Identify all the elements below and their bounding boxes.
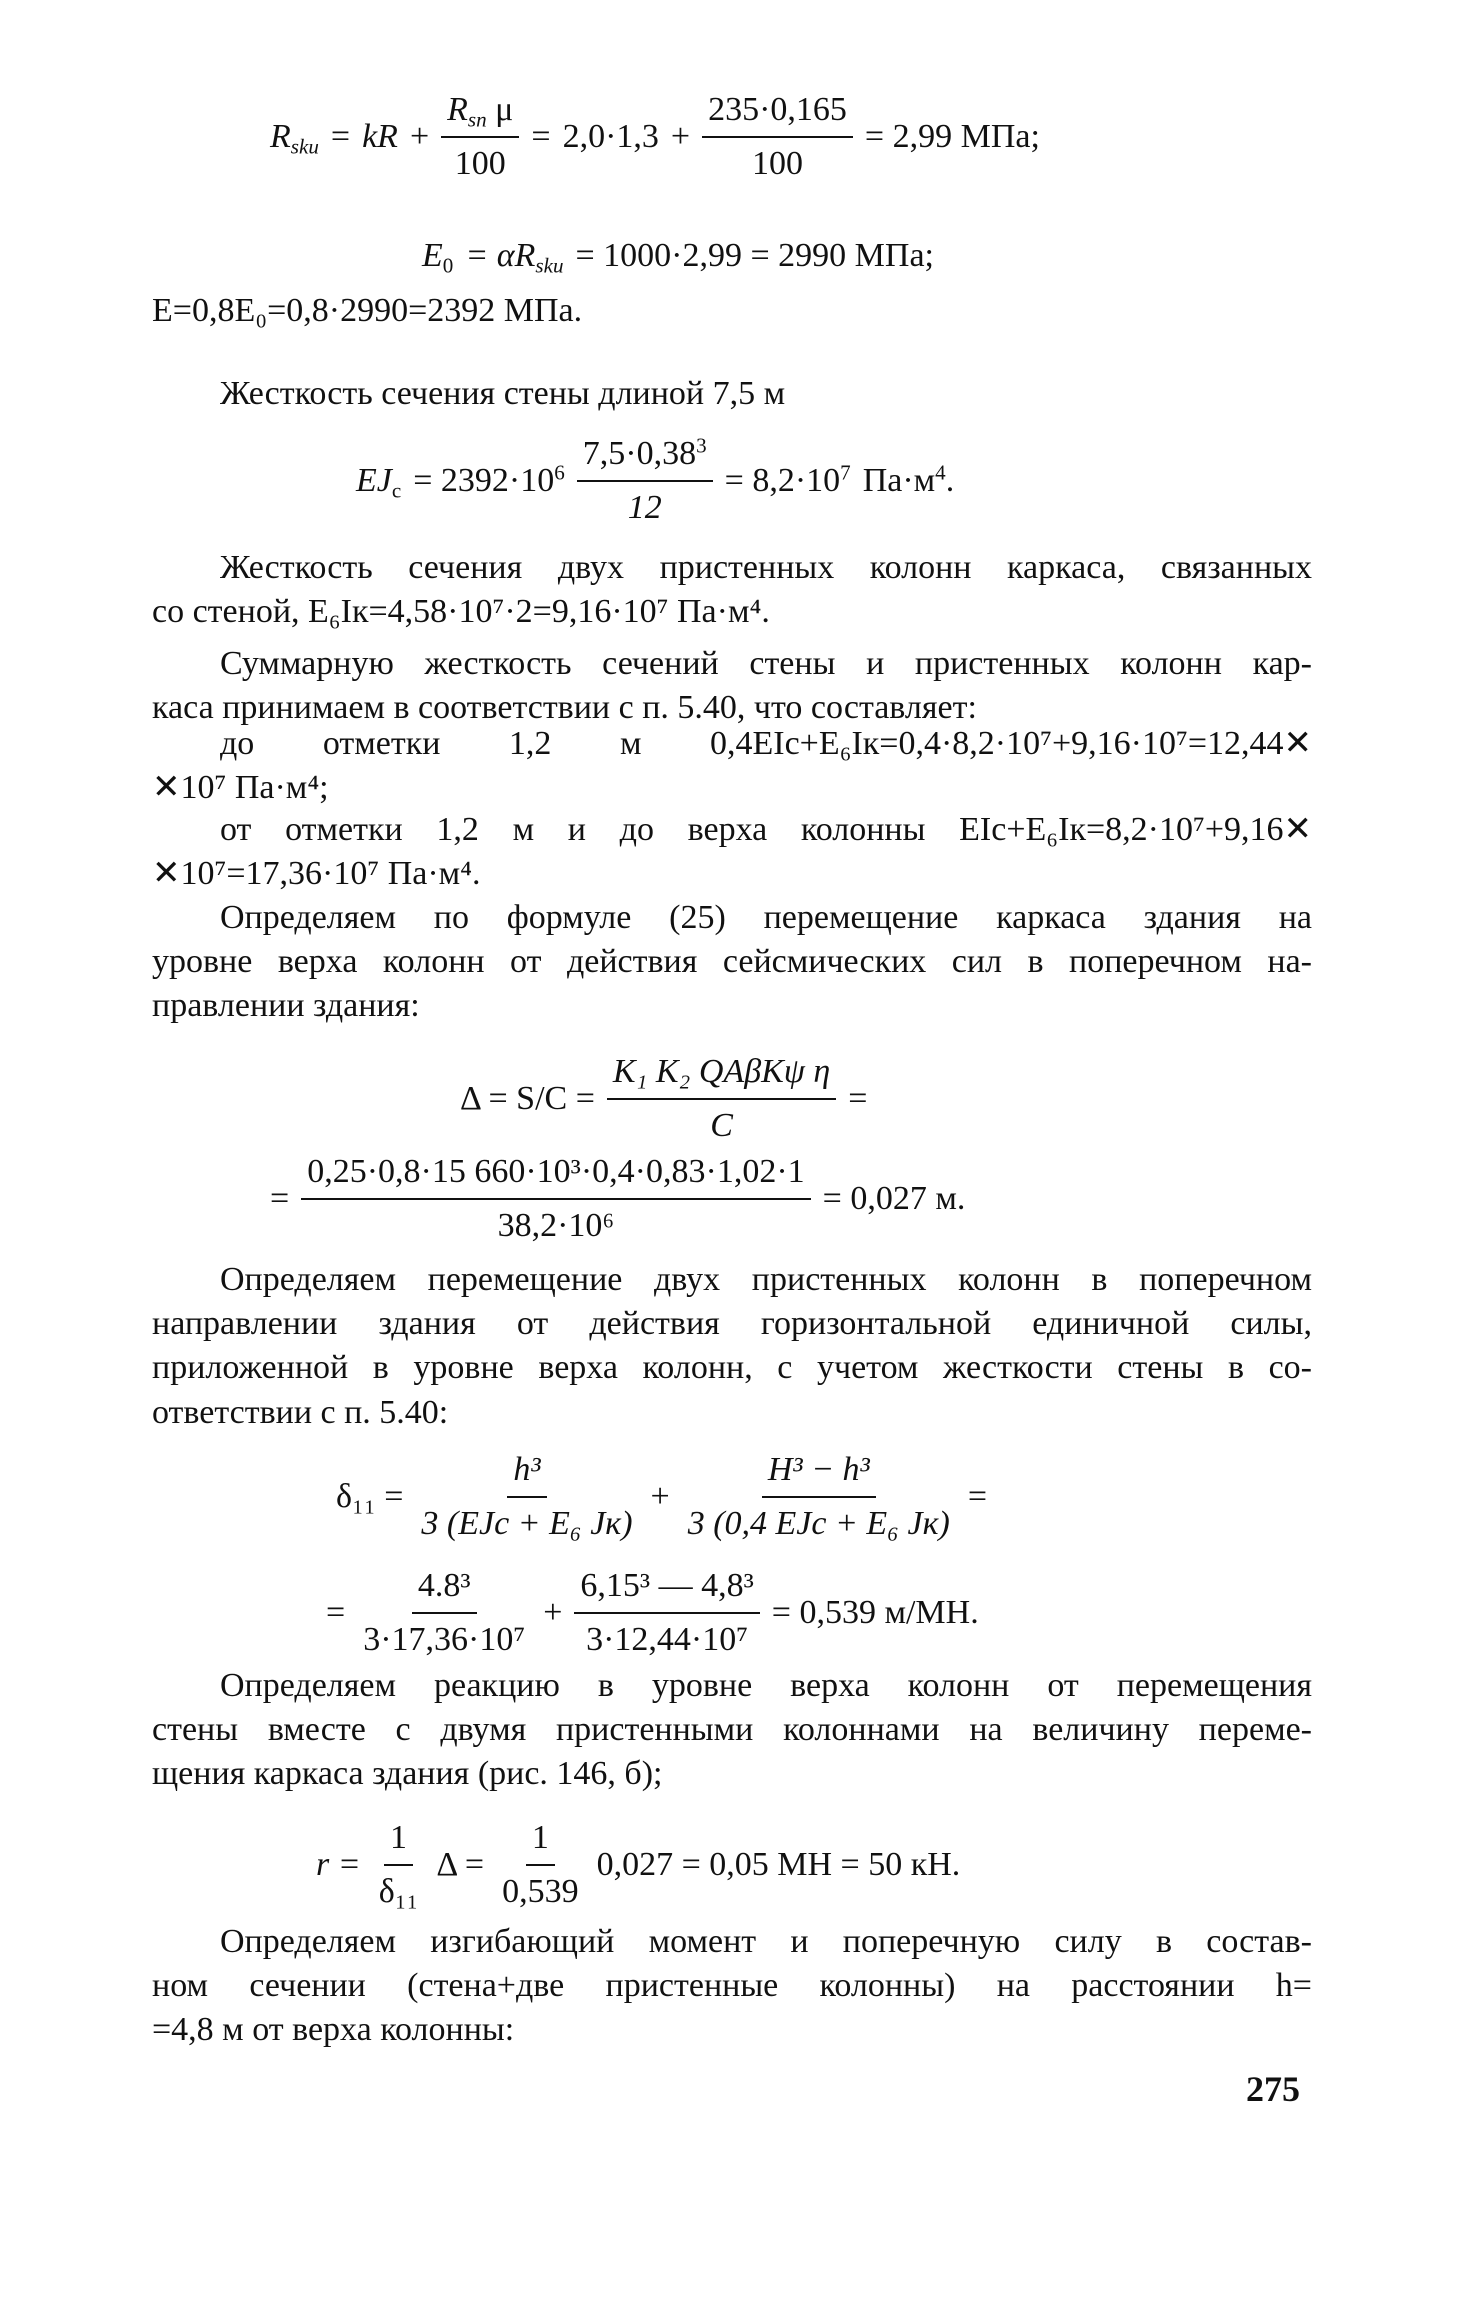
eq5-tail: =: [848, 1080, 868, 1118]
p3-line-2: каса принимаем в соответствии с п. 5.40, что составляет:: [152, 689, 977, 727]
eq9-result: 0,027 = 0,05 МН = 50 кН.: [596, 1846, 961, 1884]
eq8-lead: =: [326, 1594, 346, 1632]
equation-reaction: [316, 1816, 960, 1914]
paragraph-above-mark: [152, 808, 1312, 896]
equation-rsku: [270, 88, 1040, 186]
eq1-fraction-1: [441, 88, 519, 186]
eq8-result: = 0,539 м/МН.: [771, 1594, 979, 1632]
eq9-lhs: r =: [316, 1846, 361, 1884]
eq8-plus: +: [543, 1594, 563, 1632]
eq7-fraction-2: [682, 1448, 956, 1546]
p2-line-1: Жесткость сечения двух пристенных колонн каркаса, связанных: [220, 549, 1312, 586]
p5-line-1: от отметки 1,2 м и до верха колонны EIc+E₆Iк=8,2·10⁷+9,16✕: [220, 811, 1312, 848]
eq1-eq: =: [330, 118, 351, 156]
eq7-f1-den: 3 (EJc + E₆ Jк): [421, 1505, 633, 1543]
p7-line-1: Определяем перемещение двух пристенных колонн в поперечном: [220, 1261, 1312, 1298]
paragraph-bending-moment: [152, 1920, 1312, 2053]
eq8-f2-den: 3·12,44·10⁷: [586, 1621, 749, 1659]
p7-line-3: приложенной в уровне верха колонн, с учетом жесткости стены в со-: [152, 1349, 1312, 1387]
equation-delta11: [336, 1448, 987, 1546]
eq6-lead: =: [270, 1180, 290, 1218]
paragraph-column-displacement: [152, 1258, 1312, 1435]
eq9-f2-num: 1: [526, 1816, 555, 1866]
p6-line-2: уровне верха колонн от действия сейсмических сил в поперечном на-: [152, 943, 1312, 981]
eq4-result-sup: 7: [840, 460, 851, 485]
eq9-fraction-2: [496, 1816, 585, 1914]
eq4-mid-sup: 6: [554, 460, 565, 485]
eq4-fraction: [577, 432, 713, 530]
p8-line-1: Определяем реакцию в уровне верха колонн от перемещения: [220, 1667, 1312, 1704]
eq4-unit: Па·м: [862, 462, 936, 500]
equation-e0: [422, 234, 934, 278]
eq1-f1-num-sub: sn: [467, 107, 487, 132]
eq1-plus2: +: [670, 118, 691, 156]
eq1-eq2: =: [531, 118, 551, 156]
eq7-f2-den: 3 (0,4 EJc + E₆ Jк): [687, 1505, 950, 1543]
paragraph-column-stiffness: [152, 546, 1312, 634]
p3-line-1: Суммарную жесткость сечений стены и пристенных колонн кар-: [220, 645, 1312, 682]
eq9-f2-den: 0,539: [502, 1873, 579, 1911]
eq7-tail: =: [967, 1478, 988, 1516]
eq8-fraction-1: [357, 1564, 531, 1662]
eq9-fraction-1: [373, 1816, 425, 1914]
p5-line-2: ✕10⁷=17,36·10⁷ Па·м⁴.: [152, 855, 481, 893]
eq2-rhs: = αR: [465, 237, 536, 274]
p4-line-1: до отметки 1,2 м 0,4EIc+E₆Iк=0,4·8,2·10⁷+9,16·10⁷=12,44✕: [220, 725, 1312, 762]
eq9-mid: Δ =: [436, 1846, 485, 1884]
eq6-fraction: [301, 1150, 810, 1248]
equation-e: E=0,8E₀=0,8·2990=2392 МПа.: [152, 292, 583, 329]
equation-delta: [460, 1050, 867, 1148]
eq1-lhs: R: [270, 118, 291, 156]
eq2-lhs-sub: 0: [442, 253, 454, 278]
p8-line-2: стены вместе с двумя пристенными колоннами на величину переме-: [152, 1711, 1312, 1749]
eq4-num-sup: 3: [696, 433, 707, 458]
paragraph-displacement: [152, 896, 1312, 1029]
eq9-f1-num: 1: [384, 1816, 413, 1866]
eq8-f1-den: 3·17,36·10⁷: [363, 1621, 526, 1659]
eq5-den: C: [710, 1107, 733, 1145]
eq1-f1-den: 100: [454, 145, 506, 183]
eq4-unit-sup: 4: [935, 460, 946, 485]
p7-line-2: направлении здания от действия горизонтальной единичной силы,: [152, 1305, 1312, 1343]
p9-line-2: ном сечении (стена+две пристенные колонны) на расстоянии h=: [152, 1967, 1312, 2005]
eq1-f2-num: 235·0,165: [702, 88, 853, 138]
eq7-plus: +: [650, 1478, 670, 1516]
eq9-f1-den: δ₁₁: [378, 1873, 419, 1911]
eq2-rhs-sub: sku: [535, 253, 564, 278]
equation-delta-value: [270, 1150, 965, 1248]
p7-line-4: ответствии с п. 5.40:: [152, 1393, 449, 1431]
paragraph-total-stiffness: [152, 642, 1312, 730]
eq4-end: .: [945, 462, 955, 500]
eq1-f2-den: 100: [752, 145, 803, 183]
eq1-f1-num-tail: μ: [495, 91, 514, 128]
eq7-f1-num: h³: [513, 1451, 541, 1488]
eq1-lhs-sub: sku: [290, 134, 319, 159]
eq1-plus: +: [409, 118, 430, 156]
p2-line-2: со стеной, E₆Iк=4,58·10⁷·2=9,16·10⁷ Па·м⁴.: [152, 593, 770, 631]
paragraph-wall-stiffness: Жесткость сечения стены длиной 7,5 м: [220, 375, 786, 412]
eq4-mid: = 2392·10: [413, 462, 555, 500]
eq8-f2-num: 6,15³ — 4,8³: [574, 1564, 759, 1614]
eq7-fraction-1: [415, 1448, 638, 1546]
p9-line-1: Определяем изгибающий момент и поперечную силу в состав-: [220, 1923, 1312, 1960]
eq6-den: 38,2·10⁶: [497, 1207, 615, 1245]
p6-line-1: Определяем по формуле (25) перемещение каркаса здания на: [220, 899, 1312, 936]
eq5-num: K₁ K₂ QAβKψ η: [612, 1053, 831, 1090]
eq6-result: = 0,027 м.: [822, 1180, 966, 1218]
p9-line-3: =4,8 м от верха колонны:: [152, 2011, 515, 2049]
eq4-lhs-sub: c: [391, 478, 402, 503]
eq1-f1-num: R: [447, 91, 468, 128]
eq4-result: = 8,2·10: [724, 462, 841, 500]
eq1-fraction-2: [702, 88, 853, 186]
eq1-term: kR: [362, 118, 398, 156]
paragraph-below-mark: [152, 722, 1312, 810]
eq6-num: 0,25·0,8·15 660·10³·0,4·0,83·1,02·1: [301, 1150, 810, 1200]
equation-ejc: [356, 432, 954, 530]
eq5-lhs: Δ = S/C =: [460, 1080, 595, 1118]
eq8-fraction-2: [574, 1564, 759, 1662]
p8-line-3: щения каркаса здания (рис. 146, б);: [152, 1755, 663, 1793]
eq7-lhs: δ₁₁ =: [336, 1478, 404, 1516]
eq1-result: = 2,99 МПа;: [864, 118, 1040, 156]
eq2-lhs: E: [422, 237, 443, 274]
eq4-num: 7,5·0,38: [582, 435, 697, 472]
equation-delta11-value: [326, 1564, 979, 1662]
p6-line-3: правлении здания:: [152, 987, 420, 1025]
eq5-fraction: [607, 1050, 836, 1148]
paragraph-reaction: [152, 1664, 1312, 1797]
p4-line-2: ✕10⁷ Па·м⁴;: [152, 769, 329, 807]
eq8-f1-num: 4.8³: [412, 1564, 477, 1614]
eq4-den: 12: [627, 489, 662, 527]
eq7-f2-num: H³ − h³: [767, 1451, 870, 1488]
eq1-mid: 2,0·1,3: [562, 118, 659, 156]
eq4-lhs: EJ: [356, 462, 392, 500]
eq2-tail: = 1000·2,99 = 2990 МПа;: [575, 237, 934, 274]
page-number: 275: [1246, 2069, 1300, 2109]
